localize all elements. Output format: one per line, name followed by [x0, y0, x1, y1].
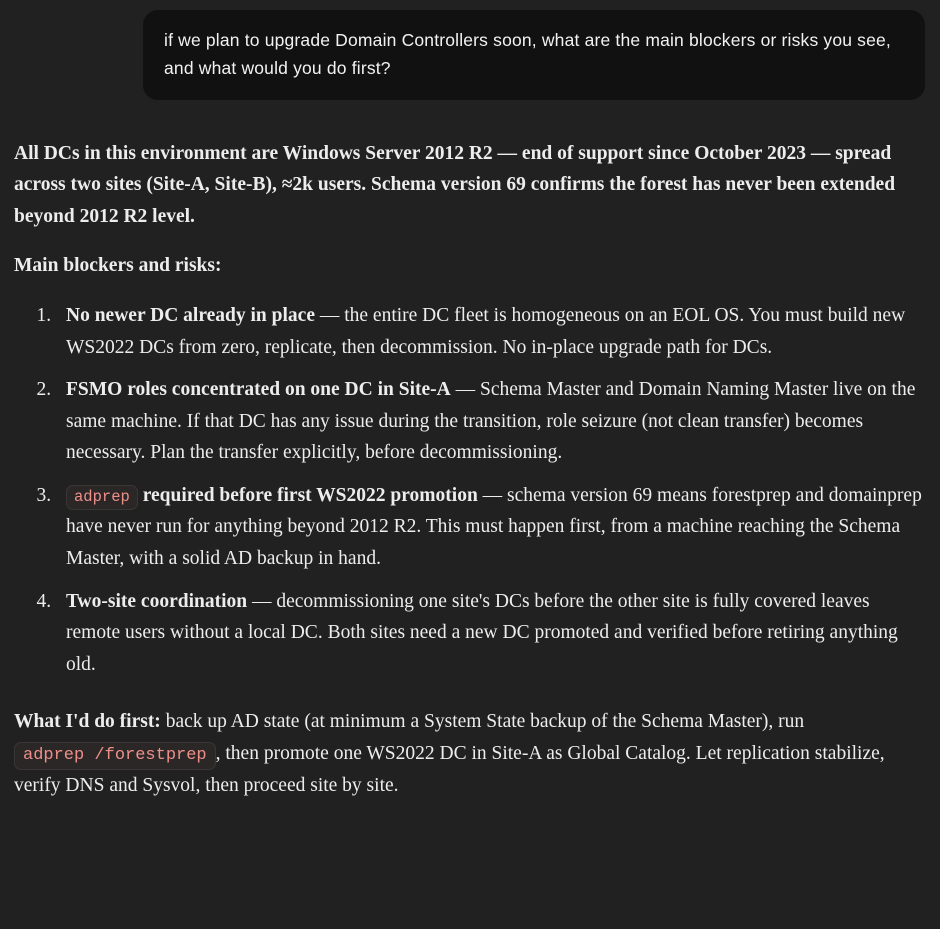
blocker-item	[56, 480, 922, 575]
blockers-section-label: Main blockers and risks:	[14, 255, 222, 277]
recommendation-lead: What I'd do first:	[14, 711, 161, 733]
user-message-bubble	[143, 10, 925, 100]
blocker-body: — decommissioning one site's DCs before the other site is fully covered leaves remote users without a local DC. Both sites need a new DC promoted and verified before retiring anything old.	[66, 590, 898, 675]
blocker-item	[56, 586, 922, 681]
blocker-body: — Schema Master and Domain Naming Master live on the same machine. If that DC has any issue during the transition, role seizure (not clean transfer) becomes necessary. Plan the transfer explicitly, before decommissioning.	[66, 379, 916, 464]
blocker-term: No newer DC already in place	[66, 305, 315, 326]
recommendation-text-part1: back up AD state (at minimum a System State backup of the Schema Master), run	[160, 711, 805, 733]
recommendation-text-part2: , then promote one WS2022 DC in Site-A as Global Catalog. Let replication stabilize, verify DNS and Sysvol, then proceed site by site.	[14, 742, 885, 796]
blocker-term: FSMO roles concentrated on one DC in Site-A	[66, 379, 451, 401]
blocker-term: required before first WS2022 promotion	[142, 484, 478, 506]
blocker-body: — the entire DC fleet is homogeneous on an EOL OS. You must build new WS2022 DCs from zero, replicate, then decommission. No in-place upgrade path for DCs.	[66, 305, 906, 358]
inline-code-adprep: adprep	[66, 485, 138, 510]
user-message-row	[0, 0, 940, 100]
blocker-term: Two-site coordination	[66, 590, 248, 612]
assistant-message	[0, 100, 940, 801]
blocker-item	[56, 374, 922, 469]
recommendation-paragraph	[14, 706, 922, 801]
blockers-list	[14, 300, 922, 680]
blocker-body: — schema version 69 means forestprep and domainprep have never run for anything beyond 2012 R2. This must happen first, from a machine reaching the Schema Master, with a solid AD backup in hand.	[66, 484, 922, 570]
inline-code-adprep-forestprep: adprep /forestprep	[14, 742, 216, 770]
summary-paragraph: All DCs in this environment are Windows Server 2012 R2 — end of support since October 2023 — spread across two sites (Site-A, Site-B), ≈2k users. Schema version 69 confirms the forest has never been extended beyond 2012 R2 level.	[14, 142, 896, 227]
blocker-item	[56, 300, 922, 363]
user-message-text: if we plan to upgrade Domain Controllers soon, what are the main blockers or risks you see, and what would you do first?	[164, 30, 891, 79]
